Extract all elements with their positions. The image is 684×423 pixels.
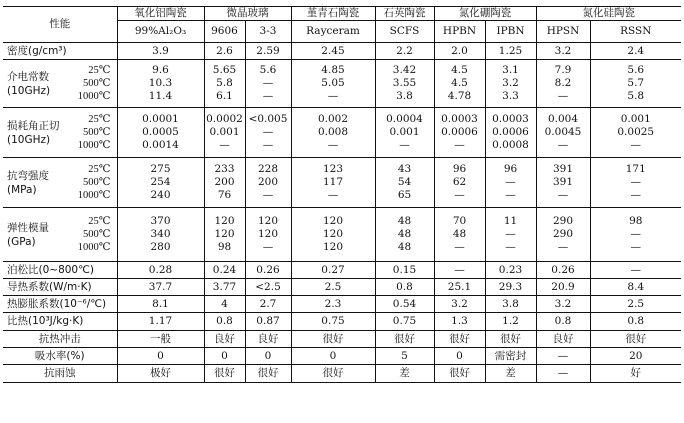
table-row: [3, 108, 681, 158]
value-line: —: [454, 139, 465, 151]
row-name: 泊松比(0~800℃): [3, 262, 117, 279]
value-line: 3.8: [396, 90, 413, 102]
temperature-cell: [67, 208, 117, 262]
value-cell: 29.3: [485, 279, 536, 296]
value-cell: 良好: [245, 331, 291, 348]
value-cell: [434, 208, 485, 262]
value-cell: 4: [204, 296, 245, 313]
material-quartz: 石英陶瓷: [375, 7, 434, 21]
temperature-label: 500℃: [83, 177, 111, 188]
value-line: 0.0006: [492, 126, 529, 138]
row-name-line: 损耗角正切: [7, 119, 60, 132]
temperature-label: 1000℃: [77, 91, 111, 102]
value-cell: 0: [204, 348, 245, 365]
value-cell: [204, 208, 245, 262]
value-cell: 很好: [434, 365, 485, 383]
value-line: —: [327, 189, 339, 201]
value-line: 391: [552, 163, 574, 175]
value-line: 3.2: [502, 77, 519, 89]
grade-99-alumina: 99%Al₂O₃: [117, 21, 204, 43]
value-cell: [375, 208, 434, 262]
value-cell: 37.7: [117, 279, 204, 296]
value-line: —: [399, 139, 410, 151]
temperature-label: 500℃: [83, 78, 111, 89]
value-cell: 0: [434, 348, 485, 365]
value-line: 0.0045: [544, 126, 582, 138]
value-line: 120: [214, 215, 235, 227]
value-line: 0.0001: [142, 113, 179, 125]
value-line: 0.001: [389, 126, 420, 138]
properties-table: [3, 6, 681, 383]
value-cell: [485, 208, 536, 262]
value-line: 43: [397, 163, 412, 175]
value-line: 48: [397, 228, 412, 240]
value-cell: 8.4: [590, 279, 681, 296]
value-line: 233: [214, 163, 235, 175]
row-name: [3, 208, 67, 262]
value-cell: 需密封: [485, 348, 536, 365]
value-line: 240: [150, 189, 171, 201]
value-cell: 良好: [536, 331, 590, 348]
temperature-label: 1000℃: [77, 242, 111, 253]
value-cell: [117, 158, 204, 208]
value-cell: 0: [117, 348, 204, 365]
value-line: 9.6: [152, 64, 169, 76]
value-line: —: [505, 176, 516, 188]
value-line: —: [262, 126, 274, 138]
temperature-label: 500℃: [83, 127, 111, 138]
value-cell: [204, 108, 245, 158]
value-line: 7.9: [554, 64, 572, 76]
value-line: —: [630, 228, 641, 240]
row-name: 抗热冲击: [3, 331, 117, 348]
value-line: 228: [257, 163, 279, 175]
material-glass-ceramic: 微晶玻璃: [204, 7, 291, 21]
row-name: 导热系数(W/m·K): [3, 279, 117, 296]
value-cell: [590, 158, 681, 208]
value-line: 391: [552, 176, 574, 188]
value-cell: 2.4: [590, 43, 681, 60]
table-row: [3, 348, 681, 365]
temperature-label: 25℃: [88, 65, 111, 76]
value-line: —: [262, 139, 274, 151]
temperature-cell: [67, 60, 117, 108]
row-name: 热膨胀系数(10⁻⁶/℃): [3, 296, 117, 313]
table-row: [3, 158, 681, 208]
value-cell: 2.3: [291, 296, 375, 313]
grade-ipbn: IPBN: [485, 21, 536, 43]
value-line: 11: [503, 215, 518, 227]
material-cordierite: 堇青石陶瓷: [291, 7, 375, 21]
value-line: 0.0003: [492, 113, 529, 125]
grade-hpsn: HPSN: [536, 21, 590, 43]
value-line: 120: [322, 215, 344, 227]
value-line: 4.5: [451, 77, 468, 89]
value-line: 4.85: [321, 64, 345, 76]
value-cell: 差: [375, 365, 434, 383]
value-line: 280: [150, 241, 171, 253]
value-cell: [434, 158, 485, 208]
value-cell: [590, 208, 681, 262]
value-line: 0.0006: [441, 126, 478, 138]
grade-rayceram: Rayceram: [291, 21, 375, 43]
value-cell: 0.87: [245, 313, 291, 331]
value-cell: 很好: [434, 331, 485, 348]
row-name-line: (GPa): [7, 235, 36, 248]
value-cell: [291, 208, 375, 262]
value-cell: [536, 158, 590, 208]
table-row: [3, 296, 681, 313]
value-line: 4.5: [451, 64, 468, 76]
value-line: 0.002: [317, 113, 349, 125]
value-line: 48: [397, 215, 412, 227]
value-cell: 很好: [375, 331, 434, 348]
value-line: 0.0004: [386, 113, 423, 125]
value-line: —: [505, 228, 516, 240]
row-name: [3, 108, 67, 158]
value-line: —: [630, 241, 641, 253]
value-line: 96: [452, 163, 467, 175]
value-cell: 0.26: [245, 262, 291, 279]
row-name: 密度(g/cm³): [3, 43, 117, 60]
value-cell: [590, 108, 681, 158]
value-line: —: [262, 77, 274, 89]
value-line: 120: [257, 228, 279, 240]
value-cell: 5: [375, 348, 434, 365]
value-line: 62: [452, 176, 467, 188]
value-line: 370: [150, 215, 171, 227]
value-line: 5.7: [627, 77, 645, 89]
value-line: —: [327, 139, 339, 151]
value-line: 290: [552, 215, 574, 227]
value-line: 8.2: [554, 77, 572, 89]
value-cell: 2.45: [291, 43, 375, 60]
value-line: 10.3: [148, 77, 173, 89]
value-line: 98: [217, 241, 232, 253]
value-line: 5.6: [259, 64, 277, 76]
value-cell: 0.75: [375, 313, 434, 331]
value-cell: 很好: [245, 365, 291, 383]
value-line: 3.42: [392, 64, 417, 76]
value-cell: [536, 60, 590, 108]
temperature-label: 25℃: [88, 216, 111, 227]
temperature-label: 1000℃: [77, 190, 111, 201]
table-row: [3, 262, 681, 279]
value-line: 3.55: [392, 77, 417, 89]
value-cell: —: [590, 262, 681, 279]
value-cell: 0.26: [536, 262, 590, 279]
value-cell: 3.77: [204, 279, 245, 296]
value-cell: —: [536, 365, 590, 383]
material-boron-nitride: 氮化硼陶瓷: [434, 7, 536, 21]
value-cell: <2.5: [245, 279, 291, 296]
value-cell: [375, 108, 434, 158]
value-cell: 很好: [590, 331, 681, 348]
value-cell: 1.25: [485, 43, 536, 60]
value-cell: —: [536, 348, 590, 365]
value-line: 290: [552, 228, 574, 240]
value-cell: 2.7: [245, 296, 291, 313]
value-cell: [117, 108, 204, 158]
value-cell: —: [434, 262, 485, 279]
value-line: 120: [214, 228, 235, 240]
value-cell: 很好: [204, 365, 245, 383]
value-line: 98: [629, 215, 643, 227]
value-cell: [590, 60, 681, 108]
table-row: [3, 208, 681, 262]
grade-3-3: 3-3: [245, 21, 291, 43]
value-cell: 20.9: [536, 279, 590, 296]
value-line: 5.6: [627, 64, 645, 76]
value-cell: [485, 108, 536, 158]
value-cell: 3.2: [536, 43, 590, 60]
value-line: 200: [257, 176, 279, 188]
value-line: 0.004: [547, 113, 579, 125]
temperature-label: 500℃: [83, 229, 111, 240]
value-cell: 2.5: [291, 279, 375, 296]
value-line: —: [557, 90, 569, 102]
value-cell: [117, 60, 204, 108]
value-cell: 很好: [291, 365, 375, 383]
value-line: 120: [322, 228, 344, 240]
value-cell: [485, 158, 536, 208]
value-cell: 很好: [291, 331, 375, 348]
value-line: 5.8: [627, 90, 645, 102]
value-cell: 0.54: [375, 296, 434, 313]
value-line: —: [505, 241, 516, 253]
value-cell: 0.8: [204, 313, 245, 331]
temperature-label: 1000℃: [77, 140, 111, 151]
value-line: 0.0002: [206, 113, 243, 125]
value-cell: 3.8: [485, 296, 536, 313]
value-line: —: [262, 189, 274, 201]
value-cell: 0.24: [204, 262, 245, 279]
value-cell: 20: [590, 348, 681, 365]
table-row: [3, 365, 681, 383]
value-cell: 很好: [485, 331, 536, 348]
value-cell: 1.2: [485, 313, 536, 331]
value-line: 0.0025: [617, 126, 655, 138]
value-line: 123: [322, 163, 344, 175]
value-cell: 0.15: [375, 262, 434, 279]
value-line: 0.0005: [142, 126, 179, 138]
value-line: 3.1: [502, 64, 519, 76]
row-name: 抗雨蚀: [3, 365, 117, 383]
value-line: 3.3: [502, 90, 519, 102]
value-cell: [291, 158, 375, 208]
row-name: 比热(10³J/kg·K): [3, 313, 117, 331]
value-cell: 好: [590, 365, 681, 383]
grade-rssn: RSSN: [590, 21, 681, 43]
value-cell: 3.2: [434, 296, 485, 313]
value-line: 0.001: [620, 113, 651, 125]
value-line: 120: [322, 241, 344, 253]
value-cell: 0.8: [590, 313, 681, 331]
value-line: 4.78: [447, 90, 472, 102]
table-row: [3, 331, 681, 348]
value-cell: [245, 158, 291, 208]
value-line: 11.4: [148, 90, 173, 102]
value-cell: 1.17: [117, 313, 204, 331]
value-line: 65: [397, 189, 412, 201]
row-name-line: (10GHz): [7, 133, 51, 146]
row-name-line: (10GHz): [7, 84, 51, 97]
value-cell: 0.27: [291, 262, 375, 279]
value-line: 6.1: [216, 90, 233, 102]
value-line: —: [557, 139, 569, 151]
value-line: —: [219, 139, 230, 151]
value-cell: [485, 60, 536, 108]
value-cell: [434, 60, 485, 108]
row-name-line: (MPa): [7, 183, 37, 196]
value-cell: 0.75: [291, 313, 375, 331]
value-line: —: [454, 241, 465, 253]
grade-9606: 9606: [204, 21, 245, 43]
value-line: —: [454, 189, 465, 201]
value-line: <0.005: [248, 113, 288, 125]
value-line: 48: [397, 241, 412, 253]
value-cell: 2.0: [434, 43, 485, 60]
value-line: 171: [625, 163, 646, 175]
value-cell: 2.2: [375, 43, 434, 60]
value-cell: 0.23: [485, 262, 536, 279]
value-line: 254: [150, 176, 171, 188]
value-cell: 极好: [117, 365, 204, 383]
value-line: 5.05: [321, 77, 345, 89]
value-line: 275: [150, 163, 171, 175]
value-cell: [375, 60, 434, 108]
value-line: 54: [397, 176, 412, 188]
row-name: 吸水率(%): [3, 348, 117, 365]
value-line: 0.0008: [492, 139, 529, 151]
value-line: 0.001: [209, 126, 240, 138]
value-line: 340: [150, 228, 171, 240]
material-silicon-nitride: 氮化硅陶瓷: [536, 7, 681, 21]
value-cell: 良好: [204, 331, 245, 348]
value-cell: [204, 60, 245, 108]
material-alumina: 氧化铝陶瓷: [117, 7, 204, 21]
row-name-line: 弹性模量: [7, 221, 49, 234]
value-cell: [375, 158, 434, 208]
value-line: —: [557, 241, 569, 253]
value-cell: 1.3: [434, 313, 485, 331]
value-line: 120: [257, 215, 279, 227]
value-line: —: [557, 189, 569, 201]
grade-scfs: SCFS: [375, 21, 434, 43]
value-line: —: [630, 189, 641, 201]
value-line: 0.008: [317, 126, 349, 138]
value-cell: [245, 60, 291, 108]
value-cell: [291, 108, 375, 158]
value-cell: 2.6: [204, 43, 245, 60]
value-line: —: [630, 176, 641, 188]
value-line: 48: [452, 228, 467, 240]
value-cell: 0.28: [117, 262, 204, 279]
header-property-label: 性能: [3, 7, 117, 43]
table-row: [3, 279, 681, 296]
value-cell: 2.5: [590, 296, 681, 313]
value-cell: 差: [485, 365, 536, 383]
row-name: [3, 158, 67, 208]
value-cell: [291, 60, 375, 108]
value-line: 0.0003: [441, 113, 478, 125]
value-line: 5.8: [216, 77, 233, 89]
value-line: —: [327, 90, 339, 102]
value-cell: 3.9: [117, 43, 204, 60]
value-cell: 一般: [117, 331, 204, 348]
temperature-cell: [67, 108, 117, 158]
temperature-label: 25℃: [88, 114, 111, 125]
value-cell: [117, 208, 204, 262]
value-line: —: [505, 189, 516, 201]
value-cell: [245, 108, 291, 158]
value-line: —: [262, 90, 274, 102]
row-name-line: 抗弯强度: [7, 169, 49, 182]
row-name: [3, 60, 67, 108]
value-cell: 0: [291, 348, 375, 365]
value-line: 200: [214, 176, 235, 188]
value-line: 70: [452, 215, 467, 227]
temperature-cell: [67, 158, 117, 208]
value-cell: 0.8: [375, 279, 434, 296]
value-cell: 0.8: [536, 313, 590, 331]
value-cell: 2.59: [245, 43, 291, 60]
table-row: [3, 60, 681, 108]
value-cell: [434, 108, 485, 158]
value-cell: [204, 158, 245, 208]
value-line: 96: [503, 163, 518, 175]
value-line: 5.65: [212, 64, 237, 76]
grade-hpbn: HPBN: [434, 21, 485, 43]
table-row: [3, 313, 681, 331]
value-cell: 8.1: [117, 296, 204, 313]
value-line: —: [630, 139, 641, 151]
value-cell: 0: [245, 348, 291, 365]
row-name-line: 介电常数: [7, 70, 49, 83]
temperature-label: 25℃: [88, 164, 111, 175]
value-line: 117: [322, 176, 344, 188]
value-line: 76: [217, 189, 232, 201]
value-line: 0.0014: [142, 139, 179, 151]
table-row: [3, 43, 681, 60]
value-cell: 3.2: [536, 296, 590, 313]
value-cell: 25.1: [434, 279, 485, 296]
value-cell: [245, 208, 291, 262]
value-cell: [536, 108, 590, 158]
value-line: —: [262, 241, 274, 253]
value-cell: [536, 208, 590, 262]
